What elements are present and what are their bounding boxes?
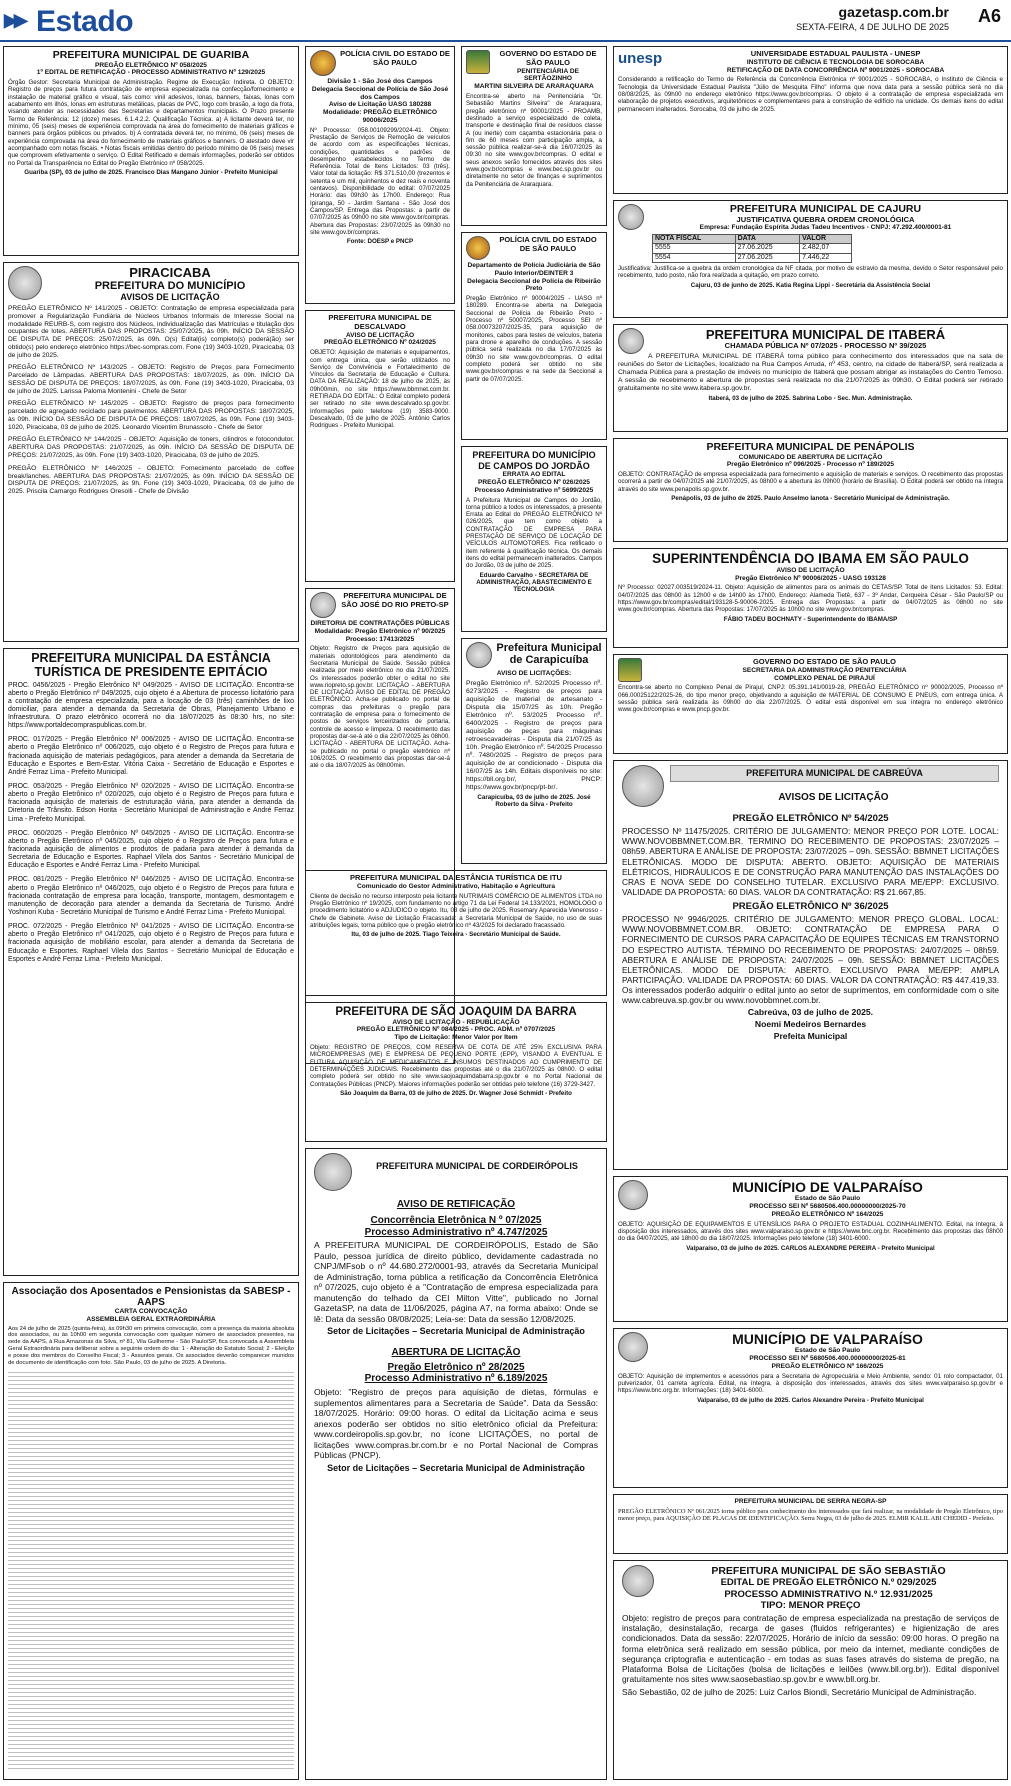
notice-title: PREFEITURA MUNICIPAL DE CAJURU <box>729 203 922 215</box>
notice-body: Justificativa: Justifica-se a quebra da ordem cronológica da NF citada, por motivo de estravio da mesma, devido o Setor responsável pelo recebimento, tudo posto, não fora realizada a quitação, em prazo correto. <box>618 264 1003 280</box>
police-badge-icon <box>466 236 490 260</box>
dense-text-block <box>8 1369 294 1769</box>
unesp-logo: unesp <box>618 50 663 67</box>
notice-title: SUPERINTENDÊNCIA DO IBAMA EM SÃO PAULO <box>652 551 969 566</box>
notice-item: PREGÃO ELETRÔNICO Nº 144/2025 - OBJETO: Aquisição de toners, cilindros e fotocondutor. ABERTURA DAS PROPOSTAS: 21/07/2025, às 09h. INÍCIO DA SESSÃO DE DISPUTA DE PREÇOS: 21/07/2025, às 09h. Fone (19) 3403-1020, Piracicaba, 03 de julho de 2025. <box>8 436 294 460</box>
notice-title: PREFEITURA MUNICIPAL DE GUARIBA <box>52 49 250 61</box>
notice-subtitle: PREGÃO ELETRÔNICO Nº 36/2025 <box>732 900 889 912</box>
notice-body: Pregão Eletrônico nº 90004/2025 - UASG nº 180289. Encontra-se aberta na Delegacia Seccional de Polícia de Ribeirão Preto - Processo nº 50007/2025, Processo SEI nº 058.00073207/2025-35, para aquisição de monitores, cabos para testes de veículos, bateria para drone e aparelho de conduções. A sessão pública será realizada no dia 17/07/2025 às 09h30 no site www.gov.br/compras. O edital completo poderá ser obtido no site www.gov.br/compras e na sede da Seccional a partir de 07/07/2025. <box>466 295 602 383</box>
state-seal-icon <box>466 50 490 74</box>
notice-cajuru <box>613 200 1008 318</box>
notice-subtitle: PROCESSO SEI Nº 5680506.400.00000000/2025-70 <box>749 1203 906 1211</box>
notice-signature: Valparaíso, 03 de julho de 2025. CARLOS ALEXANDRE PEREIRA - Prefeito Municipal <box>686 1244 935 1252</box>
notice-unesp <box>613 46 1008 194</box>
notice-subtitle: AVISO DE LICITAÇÕES: <box>496 670 572 677</box>
notice-signature: Guariba (SP), 03 de julho de 2025. Francisco Dias Mangano Júnior - Prefeito Municipal <box>24 168 278 176</box>
notice-signature: Fonte: DOESP e PNCP <box>346 238 414 246</box>
sao-sebastiao-crest-icon <box>622 1565 654 1597</box>
notice-body: Encontra-se aberto no Complexo Penal de Pirajuí, CNPJ: 05.391.141/0019-28, PREGÃO ELETRÔNICO nº 90002/2025, Processo nº 066.00025122/2025-26, do tipo menor preço, objetivando a aquisição de MATERIAL DE CONSUMO E PNEUS, com entrega única. A sessão pública será realizada às 09h00 do dia 22/07/2025. O edital está disponível em sua íntegra no endereço eletrônico www.gov.br/compras e www.pncp.gov.br. <box>618 684 1003 714</box>
notice-body: PREGÃO ELETRÔNICO Nº 061/2025 torna público para conhecimento dos interessados que fará realizar, na modalidade de Pregão Eletrônico, tipo menor preço, para AQUISIÇÃO DE PLACAS DE IDENTIFICAÇÃO. Serra Negra, 03 de julho de 2025. ELMIR KALIL ABI CHEDID - Prefeito. <box>618 1507 1003 1523</box>
notice-body: Objeto: "Registro de preços para aquisição de dietas, fórmulas e suplementos alimentares para a Secretaria de Saúde". Data da Sessão: 18/07/2025. Horário: 09:00 horas. O edital da Licitação acima e seus anexos poderão ser obtidos no sítio eletrônico oficial da Prefeitura: www.cordeiropolis.sp.gov.br, no ícone LICITAÇÕES, no portal de licitações www.compras.br.com.br e no Portal Nacional de Compras Públicas (PNCP). <box>314 1387 598 1461</box>
notice-body: Objeto: Registro de Preços para aquisição de materiais odontológicos para atendimento da Secretaria Municipal de Saúde. Sessão pública realizada por meio eletrônico no dia 21/07/2025. Os interessados poderão obter o edital no site www.riopreto.sp.gov.br. LICITAÇÃO - ABERTURA DE LICITAÇÃO AVISO DE EDITAL DE PREGÃO ELETRÔNICO. Acha-se publicado no portal de compras das prefeituras o pregão para contratação de empresa para o fornecimento de postos de serviços terceirizados de portaria, controle de acesso e limpeza. O recebimento das propostas dar-se-á até o dia 22/07/2025 às 08h00. LICITAÇÃO - ABERTURA DE LICITAÇÃO. Acha-se publicado no portal o pregão eletrônico nº 106/2025. O recebimento das propostas dar-se-á até o dia 18/07/2025 às 08h00min. <box>310 645 450 770</box>
notice-subtitle: COMUNICADO DE ABERTURA DE LICITAÇÃO <box>738 453 883 461</box>
notice-body: A PREFEITURA MUNICIPAL DE CORDEIRÓPOLIS, Estado de São Paulo, pessoa jurídica de direito público, devidamente cadastrada no CNPJ/MFsob o nº 44.680.272/0001-93, através da Secretaria Municipal de Administração, torna pública a retificação da Concorrência Eletrônica nº 07/2025, cujo objeto é a "Contratação de empresa especializada para manutenção do telhado da CEI Milton Vitte", publicado no Jornal GazetaSP, na data de 11/06/2025, página A7, na forma abaixo: Onde se lê: Data da sessão 08/08/2025; Leia-se: Data da sessão 12/08/2025. <box>314 1240 598 1324</box>
notice-descalvado <box>305 310 455 582</box>
notice-subtitle: AVISO DE LICITAÇÃO <box>345 331 415 339</box>
table-header: VALOR <box>800 235 852 244</box>
notice-subtitle: ERRATA AO EDITAL <box>502 471 566 479</box>
notice-presidente-epitacio <box>3 648 299 1276</box>
table-header: NOTA FISCAL <box>653 235 736 244</box>
notice-subtitle: INSTITUTO DE CIÊNCIA E TECNOLOGIA DE SOROCABA <box>746 58 925 66</box>
notice-heading: Processo Administrativo nº 4.747/2025 <box>364 1226 548 1238</box>
notice-subtitle: PENITENCIÁRIA DE SERTÃOZINHO <box>516 67 580 83</box>
notice-serra-negra <box>613 1494 1008 1554</box>
notice-item: PROC. 081/2025 - Pregão Eletrônico Nº 046/2025 - AVISO DE LICITAÇÃO. Encontra-se aberto o Pregão Eletrônico nº 046/2025, cujo objeto é o Registro de Preços para futura e fracionada contratação de empresa para locação, transporte, montagem, desmontagem e manutenção de decoração para atender a demanda da Secretaria de Turismo. André Yoshinori Kuba - Secretário Municipal de Turismo e André Ferraz Lima - Prefeito Municipal. <box>8 876 294 917</box>
notice-subtitle: Divisão 1 - São José dos Campos <box>327 78 433 85</box>
notice-title: PREFEITURA MUNICIPAL DA ESTÂNCIA TURÍSTICA DE PRESIDENTE EPITÁCIO <box>31 651 271 679</box>
notice-signature: Valparaíso, 03 de julho de 2025. Carlos Alexandre Pereira - Prefeito Municipal <box>697 1396 924 1404</box>
notice-title: MUNICÍPIO DE VALPARAÍSO <box>732 1331 923 1347</box>
notice-sao-joaquim-da-barra <box>305 1002 607 1142</box>
notice-policia-sjc <box>305 46 455 304</box>
notice-item: PREGÃO ELETRÔNICO Nº 141/2025 - OBJETO: Contratação de empresa especializada para promover a Regularização Fundiária de Núcleos Urbanos Informais de Interesse Social na modalidade REURB-S, com registro dos Núcleos, individualização das Matrículas e titulação dos ocupantes de lotes. ABERTURA DAS PROPOSTAS: 25/07/2025, às 09h. INÍCIO DA SESSÃO DE DISPUTA DE PREÇOS: 25/07/2025, às 09h. O(s) Edital(is) completo(s) poderá(ão) ser obtido(s) pelo endereço eletrônico https://bec-sompras.com. Fone (19) 3403-1020, Piracicaba, 03 de julho de 2025. <box>8 305 294 359</box>
notice-guariba <box>3 46 299 256</box>
notice-signature: Penápolis, 03 de julho de 2025. Paulo Anselmo Ianota - Secretário Municipal de Administração. <box>671 495 950 503</box>
notice-body: OBJETO: Aquisição de implementos e acessórios para a Secretaria de Agropecuária e Meio Ambiente, sendo: 01 rolo compactador, 01 pulverizador, 01 carreta agrícola. Edital, na íntegra, à disposição dos interessados, através dos sites www.valparaiso.sp.gov.br e https://www.bnc.org.br. Informações: (18) 3401-6000. <box>618 1372 1003 1395</box>
notice-signature: FÁBIO TADEU BOCHNATY - Superintendente do IBAMA/SP <box>723 615 898 623</box>
notice-body: OBJETO: CONTRATAÇÃO de empresa especializada para fornecimento e aquisição de materiais e serviços. O recebimento das propostas ocorrerá a partir de 04/07/2025 até 21/07/2025, às 08h00 e a abertura às 09h00 (horário de Brasília). O Edital poderá ser obtido na íntegra através do site www.penapolis.sp.gov.br. <box>618 471 1003 493</box>
notice-ibama <box>613 548 1008 648</box>
notice-subtitle: Tipo de Licitação: Menor Valor por Item <box>394 1034 518 1042</box>
notice-body: Pregão Eletrônico nº. 52/2025 Processo nº. 6273/2025 - Registro de preços para aquisição de material de artesanato - Disputa dia 15/07/25 às 10h. Pregão Eletrônico nº. 53/2025 Processo nº. 6400/2025 - Registro de preços para aquisição de peças para máquinas retroescavadeiras - Disputa dia 21/07/25 às 10h. Pregão Eletrônico nº. 54/2025 Processo nº. 7480/2025 - Registro de preços para aquisição de ar condicionado - Disputa dia 16/07/25 às 14h. Editais disponíveis no site: https://bll.org.br/, PNCP: https://www.gov.br/pncp/pt-br/. <box>466 679 602 791</box>
cordeiropolis-crest-icon <box>314 1153 352 1191</box>
notice-subtitle: JUSTIFICATIVA QUEBRA ORDEM CRONOLÓGICA <box>736 214 915 224</box>
notice-title: PREFEITURA MUNICIPAL DA ESTÂNCIA TURÍSTICA DE ITU <box>350 873 562 882</box>
page-number: A6 <box>977 6 1001 26</box>
notice-subtitle: Delegacia Seccional de Polícia de Ribeirão Preto <box>467 277 601 293</box>
section-arrows-icon: ▶▶ <box>4 10 24 30</box>
notice-title: Prefeitura Municipal de Carapicuíba <box>496 642 602 667</box>
notice-subtitle: Delegacia Seccional de Polícia de São José dos Campos <box>311 85 449 101</box>
carapicuiba-crest-icon <box>466 642 492 668</box>
notice-body: Objeto: registro de preços para contratação de empresa especializada na prestação de serviços de instalação, desinstalação, recarga de gases (fluidos refrigerantes) e higienização de ares condicionados. Data da sessão: 22/07/2025. Horário de início da sessão: 09:00 horas. O pregão na forma eletrônica será realizado em sessão pública, por meio da internet, mediante condições de segurança criptografia e autenticação - em todas as suas fases através do sistema de pregão, na Plataforma Bolsa de Licitações (bolsa de licitações e leilões (www.bll.org.br)). Edital disponível gratuitamente nos sites www.saosebastiao.sp.gov.br e www.bll.org.br. <box>622 1612 999 1685</box>
notice-carapicuiba <box>461 638 607 864</box>
piracicaba-crest-icon <box>8 266 42 300</box>
notice-subtitle: Estado de São Paulo <box>794 1195 861 1203</box>
notice-subtitle: Estado de São Paulo <box>794 1347 861 1355</box>
notice-subtitle: PROCESSO SEI Nº 5680506.400.00000000/2025-81 <box>749 1355 906 1363</box>
table-cell: 27.06.2025 <box>735 244 799 253</box>
notice-valparaiso-166 <box>613 1328 1008 1488</box>
notice-subtitle: Comunicado do Gestor Administrativo, Habitação e Agricultura <box>356 882 556 890</box>
notice-subtitle: PREGÃO ELETRÔNICO Nº 024/2025 <box>324 339 436 347</box>
notice-subtitle: AVISO DE LICITAÇÃO - REPUBLICAÇÃO <box>392 1018 520 1026</box>
notice-heading: AVISO DE RETIFICAÇÃO <box>396 1199 516 1210</box>
valparaiso-crest-icon <box>618 1332 648 1362</box>
notice-subtitle: PREGÃO ELETRÔNICO Nº 026/2025 Processo Administrativo nº 5699/2025 <box>474 478 594 494</box>
notice-signature: Itaberá, 03 de julho de 2025. Sabrina Lobo - Sec. Mun. Administração. <box>708 395 913 403</box>
notice-subtitle: Departamento de Polícia Judiciária de São Paulo Interior/DEINTER 3 <box>467 262 601 277</box>
notice-body: A PREFEITURA MUNICIPAL DE ITABERÁ torna público para conhecimento dos interessados que na sala de reuniões do Setor de Licitações, localizado na Rua Campos Arruda, nº 453, centro, na cidade de Itaberá/SP, será realizada a Chamada Pública para a prestação de imóveis no município de Itaberá que possam abrigar as instalações do Centro Temoso. A sessão de recebimento e abertura de propostas será realizada no dia 21/07/2025 às 09h30. O Edital poderá ser retirado gratuitamente no site www.itabera.sp.gov.br. <box>618 353 1003 393</box>
notice-subtitle: RETIFICAÇÃO DE DATA CONCORRÊNCIA Nº 9001/2025 - SOROCABA <box>726 66 945 74</box>
notice-signature: Itu, 03 de julho de 2025. Tiago Teixeira - Secretário Municipal de Saúde. <box>351 931 561 939</box>
notice-subtitle: Modalidade: Pregão Eletrônico nº 90/2025 Processo: 17413/2025 <box>314 627 446 643</box>
notice-subtitle: CHAMADA PÚBLICA Nº 07/2025 - PROCESSO Nº 39/2025 <box>724 341 927 351</box>
notice-penitenciaria-araraquara <box>461 46 607 226</box>
notice-title: PREFEITURA MUNICIPAL DE DESCALVADO <box>328 313 432 331</box>
notice-subtitle: AVISOS DE LICITAÇÃO <box>120 292 220 303</box>
notice-heading: Processo Administrativo nº 6.189/2025 <box>364 1373 548 1385</box>
notice-subtitle: Modalidade: PREGÃO ELETRÔNICO 90006/2025 <box>323 109 437 124</box>
notice-title: PREFEITURA MUNICIPAL DE PENÁPOLIS <box>706 441 915 453</box>
notice-subtitle: Aviso de Licitação UASG 180288 <box>328 101 432 109</box>
notice-title: UNIVERSIDADE ESTADUAL PAULISTA - UNESP <box>750 49 921 58</box>
notice-title: PREFEITURA MUNICIPAL DE CORDEIRÓPOLIS <box>376 1161 578 1171</box>
notice-body: OBJETO: AQUISIÇÃO DE EQUIPAMENTOS E UTENSÍLIOS PARA O PROJETO ESTADUAL COZINHALIMENTO. Edital, na íntegra, à disposição dos interessados, através dos sites www.valparaiso.sp.gov.br e https://www.bnc.org.br. Recebimento das propostas das 08h00 do dia 04/07/2025, até 18h00 do dia 18/07/2025. Informações pelo telefone (18) 3401-6000. <box>618 1220 1003 1243</box>
notice-signature: Cabreúva, 03 de julho de 2025. <box>747 1007 874 1018</box>
notice-title: PREFEITURA DO MUNICÍPIO DE CAMPOS DO JORDÃO <box>472 450 596 471</box>
notice-body: Encontra-se aberto na Penitenciária "Dr. Sebastião Martins Silveira" de Araraquara, pregão eletrônico nº 90001/2025 - PROAMB, destinado a serviço especializado de coleta, transporte e destinação final de resíduos classe A (ou inerte) com caçamba estacionária para o fim de 60 meses com participação ampla, a sessão pública realizar-se-á dia 16/07/2025 às 09:30 no site www.gov.br/compras. O edital e seus anexos serão fornecidos através dos sites www.gov.br/compras e www.bec.sp.gov.br ou diretamente no setor de finanças e suprimentos da Penitenciária de Araraquara. <box>466 92 602 188</box>
table-cell: 7.446,22 <box>800 253 852 262</box>
table-cell: 27.06.2025 <box>735 253 799 262</box>
notice-subtitle: EDITAL DE PREGÃO ELETRÔNICO N.º 029/2025 <box>720 1577 937 1589</box>
notice-subtitle: AVISO DE LICITAÇÃO <box>776 566 845 574</box>
notice-signature: Setor de Licitações – Secretaria Municipal de Administração <box>327 1462 585 1473</box>
notice-subtitle: AVISOS DE LICITAÇÃO <box>778 791 889 803</box>
table-row <box>653 253 852 262</box>
notice-item: PREGÃO ELETRÔNICO Nº 145/2025 - OBJETO: Registro de preços para fornecimento parcelado de agregado reciclado para pavimentos. ABERTURA DAS PROPOSTAS: 18/07/2025, às 09h. INÍCIO DA SESSÃO DE DISPUTA DE PREÇOS: 18/07/2025, às 09h. Fone (19) 3403-1020, Piracicaba, 03 de julho de 2025. Leonardo Vicentim Brunassolo - Chefe de Setor <box>8 400 294 431</box>
notice-subtitle: COMPLEXO PENAL DE PIRAJUÍ <box>774 674 875 682</box>
itabera-crest-icon <box>618 328 644 354</box>
notice-body: Órgão Gestor: Secretaria Municipal de Administração. Regime de Execução: Indireta. O OBJETO: Registro de preços para futura contratação de empresa especializada na confecção/fornecimento e instalação de material gráfico e visual, tais como: vinil adesivos, lonas, banners, faixas, lonas com acabamento em ilhós, lonas em estruturas metálicas, placas de PVC, logo com brasão, a logo da frota, visando atender as necessidades das Secretarias e departamentos municipais. O Prazo presente Termo de Referência: 12 (doze) meses. 6.1.4.2.2. Qualificação Técnica. a) A licitante deverá ter, no mínimo, 05 (seis) meses de experiência comprovada na área do fornecimento de materiais gráficos e banners para órgãos públicos ou privados. b) A contratada deverá ter, no mínimo, 06 (seis) meses de experiência comprovada na área do fornecimento de materiais gráficos e banners. O atestado deve vir acompanhado com notas fiscais. • Notas fiscais emitidas dentro do período mínimo de 06 (seis) meses que comprovem efetivamente o serviço. O Edital Retificado e demais informações, poderão ser obtidos no Portal da Transparência no Edital do Pregão Eletrônico nº 058/2025. <box>8 79 294 167</box>
edition-date: SEXTA-FEIRA, 4 DE JULHO DE 2025 <box>796 22 949 32</box>
notice-body: PROCESSO Nº 9946/2025. CRITÉRIO DE JULGAMENTO: MENOR PREÇO GLOBAL. LOCAL: WWW.NOVOBBMNET.COM.BR. OBJETO: CONTRATAÇÃO DE EMPRESA PARA O FORNECIMENTO DE CURSOS PARA CAPACITAÇÃO DE EQUIPES TÉCNICAS EM TRANSTORNO DO ESPECTRO AUTISTA. TÉRMINO DO RECEBIMENTO DE PROPOSTAS: 24/07/2025 – 08h59. ABERTURA E ANÁLISE DE PROPOSTA: 24/07/2025 – 09h. SESSÃO: BBMNET LICITAÇÕES ELETRÔNICAS. MODO DE DISPUTA: ABERTO. EXCLUSIVO PARA ME/EPP: AMPLA PARTICIPAÇÃO. VALIDADE DA PROPOSTA: 60 DIAS. VALOR DA CONTRATAÇÃO: R$ 447.419,33. Os interessados poderão adquirir o edital junto ao setor de suprimentos, em conformidade com o site www.cabreuva.sp.gov.br ou www.novobbmnet.com.br. <box>622 914 999 1006</box>
site-url[interactable]: gazetasp.com.br <box>838 4 949 20</box>
notice-cabreuva <box>613 760 1008 1170</box>
notice-title: PREFEITURA MUNICIPAL DE SÃO JOSÉ DO RIO PRETO-SP <box>341 591 449 609</box>
notice-subtitle: SECRETARIA DA ADMINISTRAÇÃO PENITENCIÁRIA <box>742 666 907 674</box>
notice-subtitle: PROCESSO ADMINISTRATIVO N.º 12.931/2025 <box>724 1588 933 1600</box>
notice-cordeiropolis <box>305 1148 607 1780</box>
notice-title: MUNICÍPIO DE VALPARAÍSO <box>732 1179 923 1195</box>
notice-body: Nº Processo: 058.00109299/2024-41. Objeto: Prestação de Serviços de Remoção de veículos de acordo com as especificações técnicas, condições, quantidades e padrões de desempenho estabelecidos no Termo de Referência. Total de Itens Licitados: 03 (três). Valor total da licitação: R$ 371.510,00 (trezentos e setenta e um mil, quinhentos e dez reais e noventa centavos). Disponibilidade do edital: 07/07/2025 Horário: das 09h30 às 17h00. Endereço: Rua Ipiranga, 50 - Jardim Santana - São José dos Campos/SP. Entrega das Propostas: a partir de 07/07/2025 às 09h00 no site www.gov.br/compras. Abertura das Propostas: 23/07/2025 às 09h30 no site www.gov.br/compras. <box>310 126 450 236</box>
notice-campos-do-jordao <box>461 446 607 632</box>
notice-title: PREFEITURA DE SÃO JOAQUIM DA BARRA <box>335 1006 577 1018</box>
police-badge-icon <box>310 50 336 76</box>
cajuru-crest-icon <box>618 204 644 230</box>
notice-complexo-pirajui <box>613 654 1008 754</box>
notice-signature: Prefeita Municipal <box>773 1031 848 1042</box>
notice-title: POLÍCIA CIVIL DO ESTADO DE SÃO PAULO <box>499 235 597 253</box>
notice-signature: Setor de Licitações – Secretaria Municipal de Administração <box>327 1326 585 1337</box>
notice-title: PIRACICABA <box>129 265 211 280</box>
notice-item: PROC. 053/2025 - Pregão Eletrônico Nº 020/2025 - AVISO DE LICITAÇÃO. Encontra-se aberto o Pregão Eletrônico nº 020/2025, cujo objeto é o Registro de Preços para futura e fracionada aquisição de materiais de estruturação viária, para atender a demanda da Diretoria de Trânsito. Edson Horita - Secretário Municipal de Administração e André Ferraz Lima - Prefeito Municipal. <box>8 783 294 823</box>
notice-item: PROC. 017/2025 - Pregão Eletrônico Nº 006/2025 - AVISO DE LICITAÇÃO. Encontra-se aberto o Pregão Eletrônico nº 006/2025, cujo objeto é o Registro de Preços para futura e fracionada aquisição de materiais pedagógicos, para atender a demanda da Secretaria de Educação e Esportes e Bem-Estar. Vitória Caixa - Secretário de Educação e Esportes e André Ferraz Lima - Prefeito Municipal. <box>8 736 294 776</box>
cabreuva-crest-icon <box>622 765 664 807</box>
notice-itu <box>305 870 607 996</box>
notice-title: POLÍCIA CIVIL DO ESTADO DE SÃO PAULO <box>340 49 450 67</box>
notice-body: OBJETO: Aquisição de materiais e equipamentos, com entrega única, que serão utilizados no Serviço de Convivência e Fortalecimento de Vínculos da Secretaria de Educação e Cultura. DATA DA REALIZAÇÃO: 18 de julho de 2025, às 09h00min, no site https://www.bbmnet.com.br. RETIRADA DO EDITAL: O Edital completo poderá ser retirado no site www.descalvado.sp.gov.br. Informações pelo telefone (19) 3583-9000. Descalvado, 03 de julho de 2025. Antônio Carlos Rodrigues - Prefeito Municipal. <box>310 349 450 430</box>
section-title: Estado <box>36 5 134 38</box>
notice-subtitle: PREGÃO ELETRÔNICO Nº 164/2025 <box>771 1210 884 1218</box>
table-cell: 5554 <box>653 253 736 262</box>
notice-heading: Concorrência Eletrônica N º 07/2025 <box>370 1214 542 1226</box>
notice-title: Associação dos Aposentados e Pensionistas da SABESP - AAPS <box>11 1286 291 1308</box>
notice-subtitle: MARTINI SILVEIRA DE ARARAQUARA <box>474 83 594 91</box>
notice-heading: Pregão Eletrônico nº 28/2025 <box>387 1361 525 1373</box>
notice-signature: São Sebastião, 02 de julho de 2025: Luiz Carlos Biondi, Secretário Municipal de Administração. <box>622 1686 977 1697</box>
notice-body: Nº Processo: 02027.003519/2024-11. Objeto: Aquisição de alimentos para os animais do CETAS/SP. Total de Itens Licitados: 53. Edital: 04/07/2025 das 08h00 às 12h00 e de 14h00 às 17h00. Endereço: Alameda Tietê, 637 - 3º Andar, Cerqueira César - São Paulo/SP ou https://www.gov.br/compras/edital/193128-5-90006-2025. Entrega das Propostas: a partir de 04/07/2025 às 08h00 no site www.gov.br/compras. Abertura das Propostas: 17/07/2025 às 10h00 no site www.gov.br/compras. <box>618 584 1003 614</box>
notice-heading: ABERTURA DE LICITAÇÃO <box>391 1346 521 1358</box>
notice-subtitle: Pregão Eletrônico Nº 90006/2025 - UASG 193128 <box>735 574 886 582</box>
rio-preto-crest-icon <box>310 592 336 618</box>
notice-subtitle: Pregão Eletrônico nº 096/2025 - Processo nº 189/2025 <box>726 461 895 469</box>
notice-subtitle: PREFEITURA DO MUNICÍPIO <box>94 280 246 293</box>
notice-subtitle: PREGÃO ELETRÔNICO Nº 166/2025 <box>771 1362 884 1370</box>
page-header <box>0 0 1011 42</box>
notice-signature: Noemi Medeiros Bernardes <box>754 1019 867 1030</box>
notice-body: PROCESSO Nº 11475/2025. CRITÉRIO DE JULGAMENTO: MENOR PREÇO POR LOTE. LOCAL: WWW.NOVOBBMNET.COM.BR. TERMINO DO RECEBIMENTO DE PROPOSTAS: 23/07/2025 – 08h59. ABERTURA E ANÁLISE DE PROPOSTA: 23/07/2025 – 09h. SESSÃO: BBMNET LICITAÇÕES ELETRÔNICAS. MODO DE DISPUTA: ABERTO. OBJETO: AQUISIÇÃO DE MATERIAIS ELÉTRICOS, HIDRÁULICOS E DE CONSTRUÇÃO PARA MANUTENÇÃO DAS INSTALAÇÕES DO CRAS E NOVA SEDE DO CONSELHO TUTELAR. EXCLUSIVO PARA ME/EPP: EXCLUSIVO. VALIDADE DA PROPOSTA: 60 DIAS. VALOR DA CONTRATAÇÃO: R$ 21.667,85. <box>622 826 999 897</box>
notice-subtitle: DIRETORIA DE CONTRATAÇÕES PÚBLICAS <box>310 620 450 627</box>
table-cell: 2.482,07 <box>800 244 852 253</box>
table-header: DATA <box>735 235 799 244</box>
notice-body: Cliente de decisão no recurso interposto pela licitante NUTRIMAIS COMÉRCIO DE ALIMENTOS LTDA no Pregão Eletrônico nº 19/2025, com fundamento no artigo 71 da Lei Federal 14.133/2021, HOMOLOGO o procedimento licitatório e ADJUDICO o objeto. Itu, 03 de julho de 2025. Rosemary Aparecida Venerosso - Chefe de Gabinete. Aviso de Licitação Fracassada: a Secretaria Municipal de Saúde, no uso de suas atribuições legais, torna público que o pregão eletrônico nº 43/2025 foi declarado fracassado. <box>310 892 602 929</box>
notice-signature: Carapicuíba, 03 de julho de 2025. José Roberto da Silva - Prefeito <box>477 793 591 809</box>
state-seal-icon <box>618 658 642 682</box>
notice-body: A Prefeitura Municipal de Campos do Jordão, torna público a todos os interessados, a presente Errata ao Edital do PREGÃO ELETRÔNICO Nº 026/2025, que tem como objeto a CONTRATAÇÃO DE EMPRESA PARA PRESTAÇÃO DE SERVIÇO DE LOCAÇÃO DE VEÍCULOS AUTOMOTORES. Fica retificado o item referente à qualificação técnica. Os demais itens do edital permanecem inalterados. Campos do Jordão, 03 de julho de 2025. <box>466 496 602 570</box>
notice-signature: São Joaquim da Barra, 03 de julho de 2025. Dr. Wagner José Schmidt - Prefeito <box>340 1089 572 1097</box>
notice-item: PROC. 072/2025 - Pregão Eletrônico Nº 041/2025 - AVISO DE LICITAÇÃO. Encontra-se aberto o Pregão Eletrônico nº 041/2025, cujo objeto é o Registro de Preços para futura e fracionada aquisição de mobiliário escolar, para atender a demanda da Secretaria de Educação e Esportes. Raphael Vilela dos Santos - Secretário Municipal de Educação e Esportes e André Ferraz Lima - Prefeito Municipal. <box>8 923 294 963</box>
notice-body: Objeto: REGISTRO DE PREÇOS, COM RESERVA DE COTA DE ATÉ 25% EXCLUSIVA PARA MICROEMPRESAS (ME) E EMPRESA DE PEQUENO PORTE (EPP), VISANDO A EVENTUAL E FUTURA AQUISIÇÃO DE MEDICAMENTOS E INSUMOS DESTINADOS AO CUMPRIMENTO DE DETERMINAÇÕES JUDICIAIS. Recebimento das propostas até o dia 21/07/2025 às 08h00. O edital completo poderá ser obtido no site www.saojoaquimdabarra.sp.gov.br e no Portal Nacional de Contratações Públicas (PNCP). Maiores informações poderão ser obtidas pelo telefone (16) 3729-3427. <box>310 1043 602 1088</box>
notice-itabera <box>613 324 1008 432</box>
notice-title: GOVERNO DO ESTADO DE SÃO PAULO <box>752 657 897 666</box>
notice-title: GOVERNO DO ESTADO DE SÃO PAULO <box>499 49 597 67</box>
notice-body: Considerando a retificação do Termo de Referência da Concorrência Eletrônica nº 9001/2025 - SOROCABA, o Instituto de Ciência e Tecnologia da Universidade Estadual Paulista "Júlio de Mesquita Filho" informa que nova data para a sessão pública será no dia 08/08/2025, às 09h00 no endereço eletrônico https://www.gov.br/compras. O objeto é a contratação de empresa especializada em elaboração de projetos executivos, arquitetônicos e complementares para a construção de edifício na unidade. Os demais itens do edital permanecem inalterados. Sorocaba, 03 de julho de 2025. <box>618 76 1003 113</box>
notice-sabesp-aaps <box>3 1282 299 1780</box>
table-row <box>653 244 852 253</box>
notice-sao-sebastiao <box>613 1560 1008 1780</box>
notice-item: PROC. 060/2025 - Pregão Eletrônico Nº 045/2025 - AVISO DE LICITAÇÃO. Encontra-se aberto o Pregão Eletrônico nº 045/2025, cujo objeto é o Registro de Preços para futura e fracionada aquisição de alimentos e produtos de padaria para atender à demanda da Secretaria de Educação e Esportes. Raphael Vilela dos Santos - Secretário Municipal de Educação e Esportes e André Ferraz Lima - Prefeito Municipal. <box>8 829 294 870</box>
notice-item: PREGÃO ELETRÔNICO Nº 143/2025 - OBJETO: Registro de Preços para Fornecimento Parcelado de Lâmpadas. ABERTURA DAS PROPOSTAS: 18/07/2025, às 09h. INÍCIO DA SESSÃO DE DISPUTA DE PREÇOS: 18/07/2025, às 09h. Fone (19) 3403-1020, Piracicaba, 03 de julho de 2025. Larissa Paloma Montenini - Chefe de Setor <box>8 364 294 395</box>
notice-subtitle: ASSEMBLEIA GERAL EXTRAORDINÁRIA <box>86 1315 216 1323</box>
notice-subtitle: PREGÃO ELETRÔNICO Nº 058/2025 <box>95 61 207 69</box>
notice-title: PREFEITURA MUNICIPAL DE CABREÚVA <box>670 765 999 782</box>
notice-piracicaba <box>3 262 299 642</box>
notice-item: PROC. 0456/2025 - Pregão Eletrônico Nº 049/2025 - AVISO DE LICITAÇÃO. Encontra-se aberto o Pregão Eletrônico nº 049/2025, cujo objeto é a Abertura de processo licitatório para a contratação de empresa especializada, para a locação de 03 (três) caminhões de lixo domiciliar, para atender a demanda da Secretaria de Obras, Planejamento Urbano e Infraestrutura. O prazo eletrônico ocorrerá no dia 18/07/2025 às 08:30 hrs, no site: https://www.portaldecompraspublicas.com.br. <box>8 681 294 730</box>
notice-subtitle: 1º EDITAL DE RETIFICAÇÃO - PROCESSO ADMINISTRATIVO Nº 129/2025 <box>36 69 266 77</box>
notice-policia-ribeirao <box>461 232 607 440</box>
valparaiso-crest-icon <box>618 1180 648 1210</box>
table-cell: 5555 <box>653 244 736 253</box>
notice-subtitle: PREGÃO ELETRÔNICO Nº 084/2025 - PROC. ADM. nº 0707/2025 <box>356 1026 556 1034</box>
notice-subtitle: CARTA CONVOCAÇÃO <box>114 1308 188 1315</box>
invoice-table <box>652 234 852 263</box>
notice-subtitle: PREGÃO ELETRÔNICO Nº 54/2025 <box>732 813 889 824</box>
notice-signature: Cajuru, 03 de junho de 2025. Katia Regina Lippi - Secretária da Assistência Social <box>690 281 931 289</box>
notice-signature: Eduardo Carvalho - SECRETARIA DE ADMINISTRAÇÃO, ABASTECIMENTO E TECNOLOGIA <box>476 571 592 594</box>
notice-title: PREFEITURA MUNICIPAL DE SÃO SEBASTIÃO <box>711 1565 946 1577</box>
notice-subtitle: Empresa: Fundação Espírita Judas Tadeu Incentivos - CNPJ: 47.292.400/0001-81 <box>699 224 952 232</box>
notice-penapolis <box>613 438 1008 542</box>
notice-valparaiso-164 <box>613 1176 1008 1322</box>
notice-item: PREGÃO ELETRÔNICO Nº 146/2025 - OBJETO: Fornecimento parcelado de coffee break/lanches. ABERTURA DAS PROPOSTAS: 21/07/2025, às 09h. INÍCIO DA SESSÃO DE DISPUTA DE PREÇOS: 21/07/2025, às 9h. Fone (19) 3403-1020, Piracicaba, 03 de julho de 2025. Priscila Camargo Rodrigues Oresolli - Chefe de Divisão <box>8 464 294 496</box>
notice-title: PREFEITURA MUNICIPAL DE ITABERÁ <box>705 327 946 342</box>
notice-subtitle: TIPO: MENOR PREÇO <box>760 1599 861 1611</box>
notice-body: Aos 24 de julho de 2025 (quinta-feira), às 09h30 em primeira convocação, com a presença da maioria absoluta dos associados, ou às 10h00 em segunda convocação com qualquer número de associados presentes, na sede da AAPS, à Rua Amazonas da Silva, nº 81, Vila Guilherme - São Paulo/SP, fica convocada a Assembleia Geral Extraordinária para deliberar sobre a seguinte ordem do dia: 1 - Alteração do Estatuto Social; 2 - Eleição e posse dos membros do Conselho Fiscal; 3 - Assuntos gerais. Os associados deverão comparecer munidos de documento de identificação com foto. São Paulo, 03 de julho de 2025. A Diretoria. <box>8 1325 294 1366</box>
notice-title: PREFEITURA MUNICIPAL DE SERRA NEGRA-SP <box>734 1498 887 1505</box>
